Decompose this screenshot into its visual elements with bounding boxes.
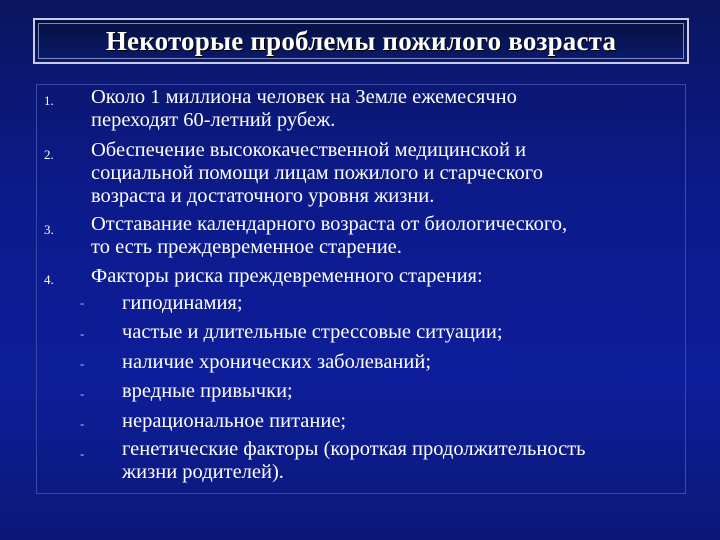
list-number: 2. (44, 147, 54, 162)
list-item-text: то есть преждевременное старение. (91, 236, 402, 258)
list-number: 3. (44, 222, 54, 237)
sub-item-text: частые и длительные стрессовые ситуации; (122, 321, 503, 343)
slide-title: Некоторые проблемы пожилого возраста (105, 25, 617, 56)
sub-bullet-dash: - (80, 295, 85, 310)
sub-item-text: генетические факторы (короткая продолжительность (122, 438, 586, 460)
sub-item-text: жизни родителей). (122, 461, 284, 483)
list-item-text: переходят 60-летний рубеж. (91, 109, 336, 131)
list-item-text: социальной помощи лицам пожилого и старческого (91, 162, 543, 184)
list-number: 4. (44, 272, 54, 287)
sub-bullet-dash: - (80, 326, 85, 341)
list-item-text: Обеспечение высококачественной медицинской и (91, 139, 527, 161)
sub-item-text: наличие хронических заболеваний; (122, 351, 432, 373)
list-number: 1. (44, 93, 54, 108)
sub-item-text: гиподинамия; (122, 292, 243, 314)
slide-title-frame (33, 18, 689, 64)
list-item-text: Около 1 миллиона человек на Земле ежемесячно (91, 86, 517, 108)
list-item-text: возраста и достаточного уровня жизни. (91, 185, 435, 207)
list-item-text: Отставание календарного возраста от биологического, (91, 213, 568, 235)
sub-item-text: вредные привычки; (122, 380, 293, 402)
sub-bullet-dash: - (80, 356, 85, 371)
sub-bullet-dash: - (80, 386, 85, 401)
sub-item-text: нерациональное питание; (122, 410, 347, 432)
sub-bullet-dash: - (80, 446, 85, 461)
sub-bullet-dash: - (80, 416, 85, 431)
list-item-text: Факторы риска преждевременного старения: (91, 265, 483, 287)
